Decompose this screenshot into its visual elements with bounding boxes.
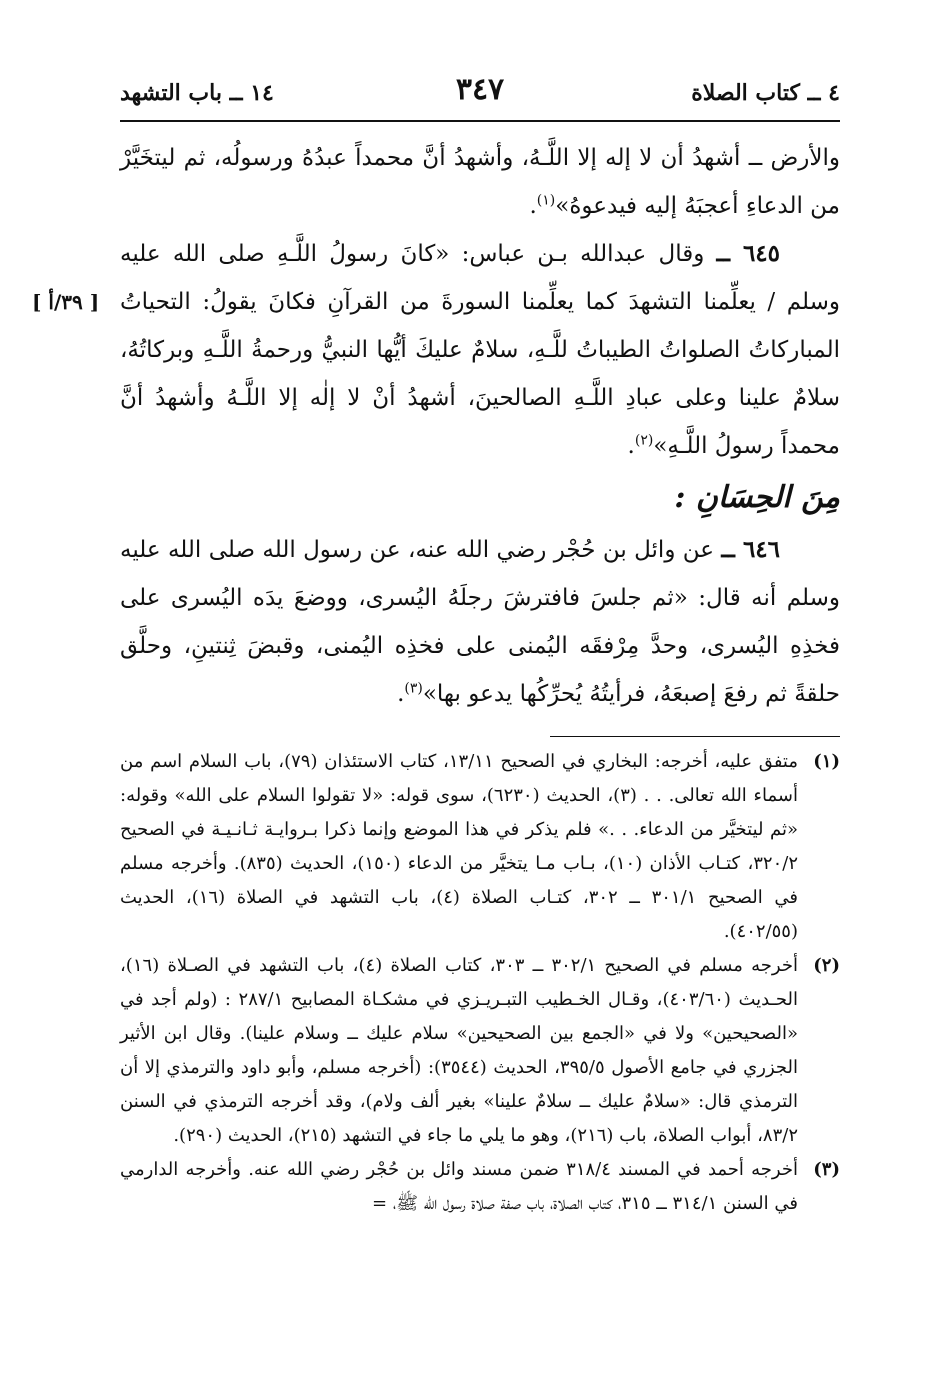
footnote-separator: [550, 736, 840, 737]
header-chapter-title: ١٤ ــ باب التشهد: [120, 80, 274, 106]
footnote-number: (١): [813, 751, 840, 772]
page: [32, 70, 840, 1221]
running-header: [120, 70, 840, 122]
footnote-3: [120, 1153, 840, 1221]
hadith-645: ٦٤٥ ــ وقال عبدالله بـن عباس: «كانَ رسولُ اللَّـهِ صلى الله عليه وسلم / يعلِّمنا التشهدَ كما يعلِّمنا السورةَ من القرآنِ فكانَ يقولُ: التحياتُ المباركاتُ الصلواتُ الطيباتُ للَّـهِ، سلامٌ عليكَ أيُّها النبيُّ ورحمةُ اللَّـهِ وبركاتُهُ، سلامٌ علينا وعلى عبادِ اللَّـهِ الصالحينَ، أشهدُ أنْ لا إلٰه إلا اللَّـهُ وأشهدُ أنَّ محمداً رسولُ اللَّـهِ»$^{(٢)}$. [ ٣٩/أ ]: [32, 240, 840, 459]
footnote-1: [120, 745, 840, 949]
page-number: ٣٤٧: [455, 72, 505, 107]
footnote-ref-3[interactable]: (٣): [404, 680, 423, 697]
footnote-number: (٢): [813, 955, 840, 976]
hadith-number-645: ٦٤٥ ــ: [716, 240, 781, 267]
manuscript-folio-ref: [ ٣٩/أ ]: [32, 290, 100, 314]
footnote-ref-1[interactable]: (١): [536, 192, 556, 209]
hadith-number-646: ٦٤٦ ــ: [721, 536, 781, 563]
hadith-646: ٦٤٦ ــ عن وائل بن حُجْر رضي الله عنه، عن رسول الله صلى الله عليه وسلم أنه قال: «ثم جلسَ فافترشَ رجلَهُ اليُسرى، ووضعَ يدَه اليُسرى على فخذِهِ اليُسرى، وحدَّ مِرْفقَه اليُمنى على فخذِه اليُمنى، وقبضَ ثِنتينِ، وحلَّق حلقةً ثم رفعَ إصبعَهُ، فرأيتُهُ يُحرِّكُها يدعو بها»$^{(٣)}$.: [120, 536, 840, 707]
section-heading: مِنَ الحِسَانِ :: [674, 480, 840, 515]
footnote-text: متفق عليه، أخرجه: البخاري في الصحيح ١٣/١١، كتاب الاستئذان (٧٩)، باب السلام اسم من أسماء الله تعالى. . . (٣)، الحديث (٦٢٣٠)، سوى قوله: «لا تقولوا السلام على الله» وقوله: «ثم ليتخيَّر من الدعاء. . .» فلم يذكر في هذا الموضع وإنما ذكرا بـروايـة ثـانـيـة في الصحيح ٣٢٠/٢، كتـاب الأذان (١٠)، بـاب مـا يتخيَّر من الدعاء (١٥٠)، الحديث (٨٣٥). وأخرجه مسلم في الصحيح ٣٠١/١ ــ ٣٠٢، كتـاب الصلاة (٤)، باب التشهد في الصلاة (١٦)، الحديث (٤٠٢/٥٥).: [120, 751, 799, 942]
paragraph-continuation: والأرض ــ أشهدُ أن لا إله إلا اللَّـهُ، وأشهدُ أنَّ محمداً عبدُهُ ورسولُه، ثم ليتخَيَّرْ من الدعاءِ أعجبَهُ إليه فيدعوهُ»$^{(١)}$.: [120, 145, 840, 219]
header-book-title: ٤ ــ كتاب الصلاة: [691, 80, 840, 106]
main-text: [32, 134, 840, 718]
footnote-number: (٣): [813, 1159, 840, 1180]
footnote-ref-2[interactable]: (٢): [634, 432, 654, 449]
footnote-2: [120, 949, 840, 1153]
footnotes: [120, 745, 840, 1221]
footnote-text: أخرجه أحمد في المسند ٣١٨/٤ ضمن مسند وائل بن حُجْر رضي الله عنه. وأخرجه الدارمي في السنن ٣١٤/١ ــ ٣١٥، كتاب الصلاة، باب صفة صلاة رسول الله ﷺ، =: [120, 1159, 798, 1214]
footnote-text: أخرجه مسلم في الصحيح ٣٠٢/١ ــ ٣٠٣، كتاب الصلاة (٤)، باب التشهد في الصـلاة (١٦)، الحـديث (٤٠٣/٦٠)، وقـال الخـطيب التبـريـزي في مشكـاة المصابيح ٢٨٧/١ : (ولم أجد في «الصحيحين» ولا في «الجمع بين الصحيحين» سلام عليك ــ وسلام علينا). وقال ابن الأثير الجزري في جامع الأصول ٣٩٥/٥، الحديث (٣٥٤٤): (أخرجه مسلم، وأبو داود والترمذي إلا أن الترمذي قال: «سلامٌ عليك ــ سلامٌ علينا» بغير ألف ولام)، وقد أخرجه الترمذي في السنن ٨٣/٢، أبواب الصلاة، باب (٢١٦)، وهو ما يلي ما جاء في التشهد (٢١٥)، الحديث (٢٩٠).: [120, 955, 799, 1146]
